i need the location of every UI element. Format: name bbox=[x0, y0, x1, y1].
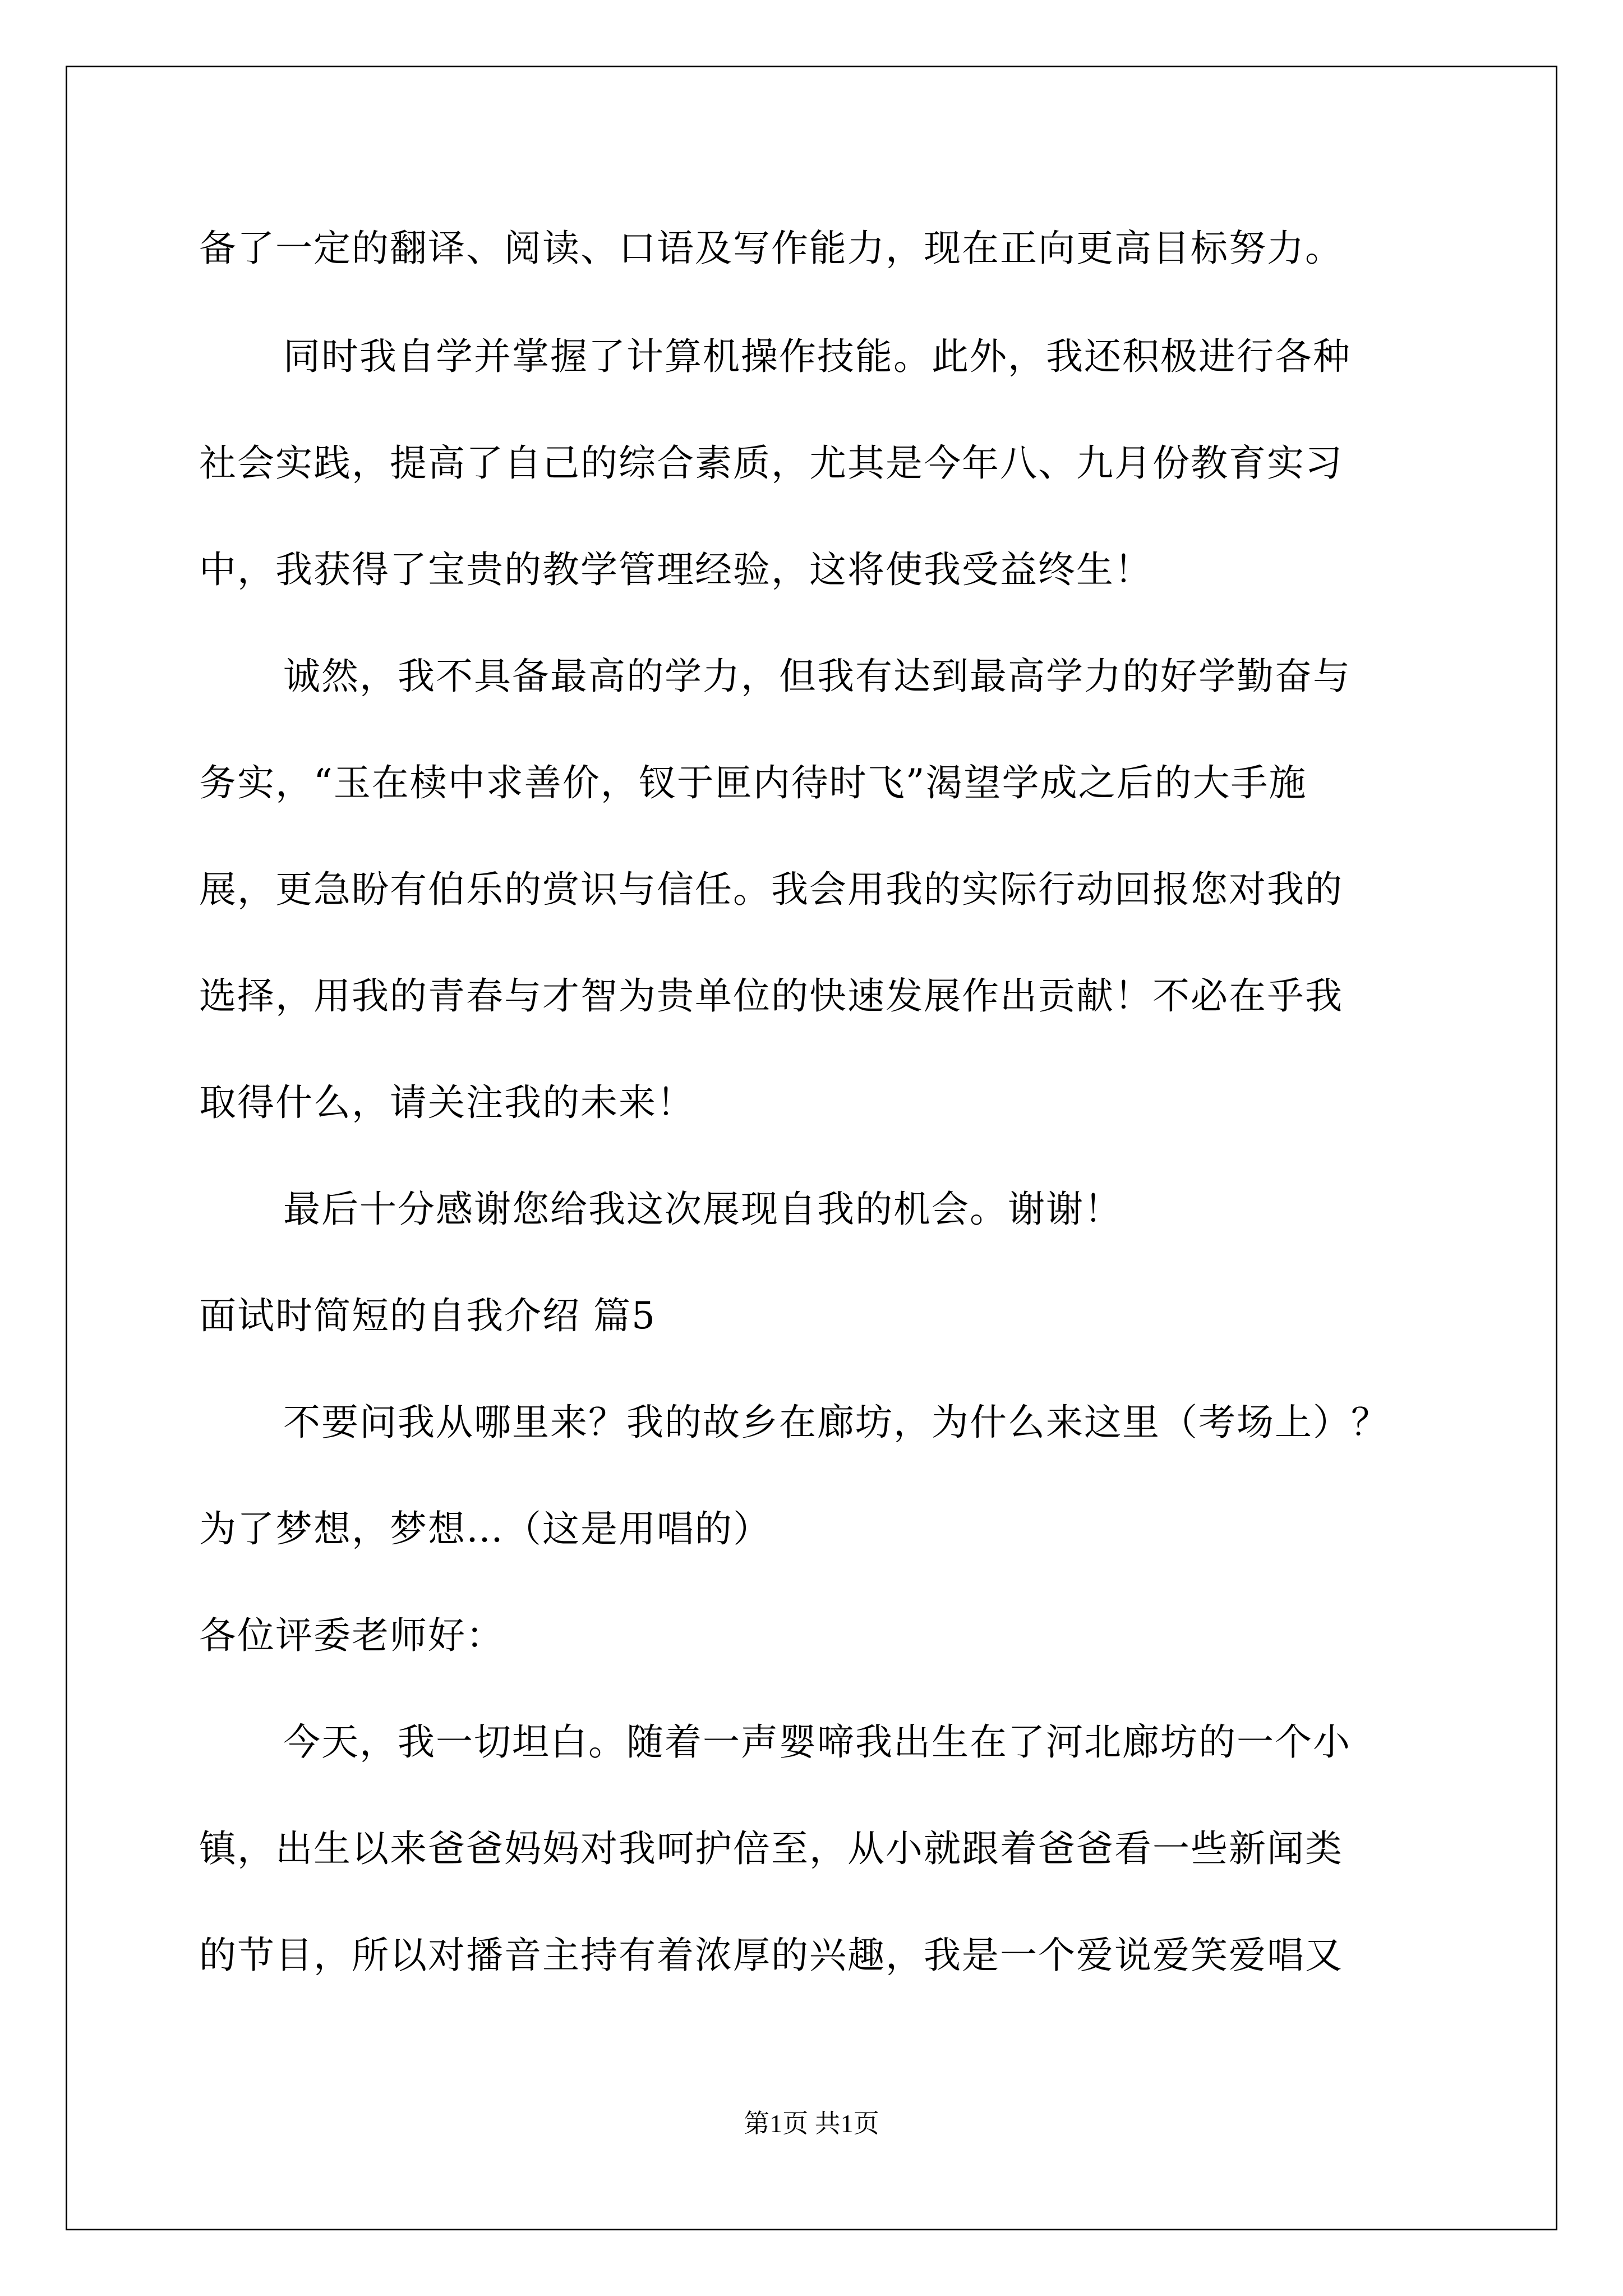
body-line: 社会实践，提高了自己的综合素质，尤其是今年八、九月份教育实习 bbox=[199, 441, 1343, 485]
body-line: 镇，出生以来爸爸妈妈对我呵护倍至，从小就跟着爸爸看一些新闻类 bbox=[199, 1827, 1343, 1870]
body-line: 最后十分感谢您给我这次展现自我的机会。谢谢！ bbox=[283, 1188, 1122, 1231]
body-line: 为了梦想，梦想…（这是用唱的） bbox=[199, 1507, 771, 1550]
body-line: 展，更急盼有伯乐的赏识与信任。我会用我的实际行动回报您对我的 bbox=[199, 868, 1343, 911]
body-line: 务实，“玉在椟中求善价，钗于匣内待时飞”渴望学成之后的大手施 bbox=[199, 761, 1307, 804]
body-line: 选择，用我的青春与才智为贵单位的快速发展作出贡献！不必在乎我 bbox=[199, 974, 1343, 1018]
page-footer: 第1页 共1页 bbox=[744, 2109, 879, 2138]
body-line: 取得什么，请关注我的未来！ bbox=[199, 1081, 695, 1124]
salutation-line: 各位评委老师好： bbox=[199, 1614, 504, 1657]
body-line: 诚然，我不具备最高的学力，但我有达到最高学力的好学勤奋与 bbox=[283, 655, 1351, 698]
body-line: 不要问我从哪里来？我的故乡在廊坊，为什么来这里（考场上）？ bbox=[283, 1401, 1389, 1444]
body-line: 同时我自学并掌握了计算机操作技能。此外，我还积极进行各种 bbox=[283, 335, 1351, 378]
body-line: 今天，我一切坦白。随着一声婴啼我出生在了河北廊坊的一个小 bbox=[283, 1720, 1351, 1764]
page-border bbox=[66, 66, 1557, 2230]
section-heading: 面试时简短的自我介绍 篇5 bbox=[199, 1294, 656, 1337]
body-line: 备了一定的翻译、阅读、口语及写作能力，现在正向更高目标努力。 bbox=[199, 227, 1343, 270]
body-line: 的节目，所以对播音主持有着浓厚的兴趣，我是一个爱说爱笑爱唱又 bbox=[199, 1934, 1343, 1977]
body-line: 中，我获得了宝贵的教学管理经验，这将使我受益终生！ bbox=[199, 548, 1152, 591]
